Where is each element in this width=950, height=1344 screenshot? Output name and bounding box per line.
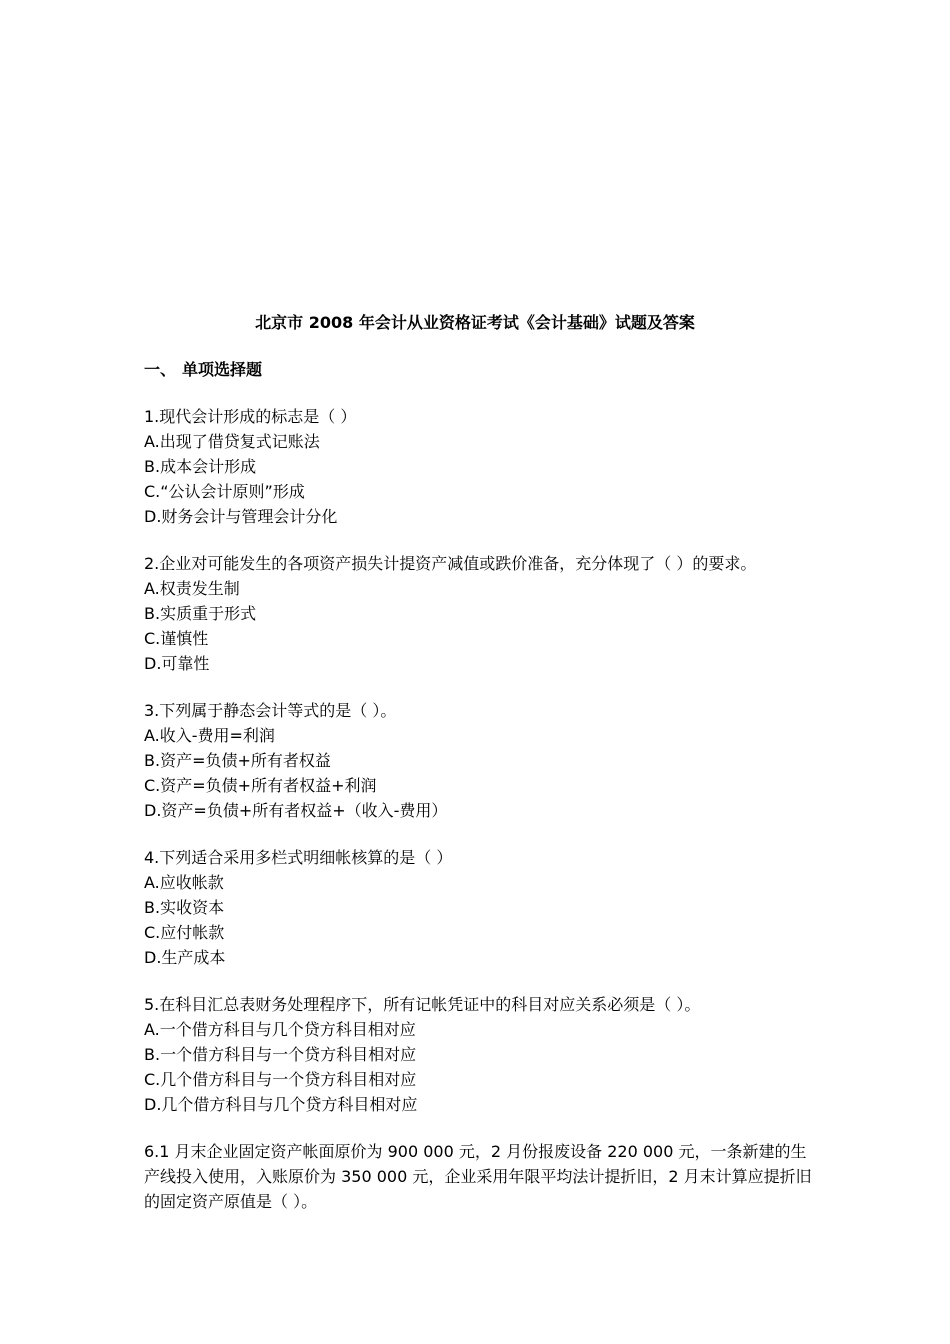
option-c: C.几个借方科目与一个贷方科目相对应 [144, 1070, 417, 1089]
question-stem: 6.1 月末企业固定资产帐面原价为 900 000 元，2 月份报废设备 220 000 元，一条新建的生产线投入使用，入账原价为 350 000 元，企业采用年限平均法计提折旧，2 月末计算应提折旧的固定资产原值是（ ）。 [144, 1142, 812, 1211]
option-b: B.实质重于形式 [144, 604, 257, 623]
option-c: C.资产=负债+所有者权益+利润 [144, 776, 377, 795]
question-stem: 5.在科目汇总表财务处理程序下，所有记帐凭证中的科目对应关系必须是（ ）。 [144, 995, 701, 1014]
option-b: B.成本会计形成 [144, 457, 257, 476]
option-c: C.应付帐款 [144, 923, 225, 942]
question-6 [144, 1139, 814, 1214]
document-title: 北京市 2008 年会计从业资格证考试《会计基础》试题及答案 [255, 313, 695, 332]
question-4 [144, 845, 814, 970]
question-list [144, 404, 814, 1236]
option-a: A.权责发生制 [144, 579, 240, 598]
option-d: D.几个借方科目与几个贷方科目相对应 [144, 1095, 418, 1114]
question-stem: 1.现代会计形成的标志是（ ） [144, 407, 357, 426]
option-a: A.收入-费用=利润 [144, 726, 275, 745]
option-c: C.“公认会计原则”形成 [144, 482, 305, 501]
question-5 [144, 992, 814, 1117]
section-label: 单项选择题 [182, 360, 263, 379]
option-d: D.生产成本 [144, 948, 226, 967]
option-d: D.资产=负债+所有者权益+（收入-费用） [144, 801, 448, 820]
section-number: 一、 [144, 360, 177, 379]
option-a: A.一个借方科目与几个贷方科目相对应 [144, 1020, 416, 1039]
option-b: B.资产=负债+所有者权益 [144, 751, 331, 770]
question-stem: 3.下列属于静态会计等式的是（ ）。 [144, 701, 397, 720]
option-b: B.实收资本 [144, 898, 225, 917]
question-stem: 2.企业对可能发生的各项资产损失计提资产减值或跌价准备，充分体现了（ ）的要求。 [144, 554, 757, 573]
section-heading [144, 359, 262, 381]
option-a: A.出现了借贷复式记账法 [144, 432, 320, 451]
question-2 [144, 551, 814, 676]
option-d: D.可靠性 [144, 654, 210, 673]
question-1 [144, 404, 814, 529]
option-a: A.应收帐款 [144, 873, 224, 892]
option-b: B.一个借方科目与一个贷方科目相对应 [144, 1045, 417, 1064]
question-stem: 4.下列适合采用多栏式明细帐核算的是（ ） [144, 848, 453, 867]
question-3 [144, 698, 814, 823]
option-c: C.谨慎性 [144, 629, 209, 648]
option-d: D.财务会计与管理会计分化 [144, 507, 338, 526]
